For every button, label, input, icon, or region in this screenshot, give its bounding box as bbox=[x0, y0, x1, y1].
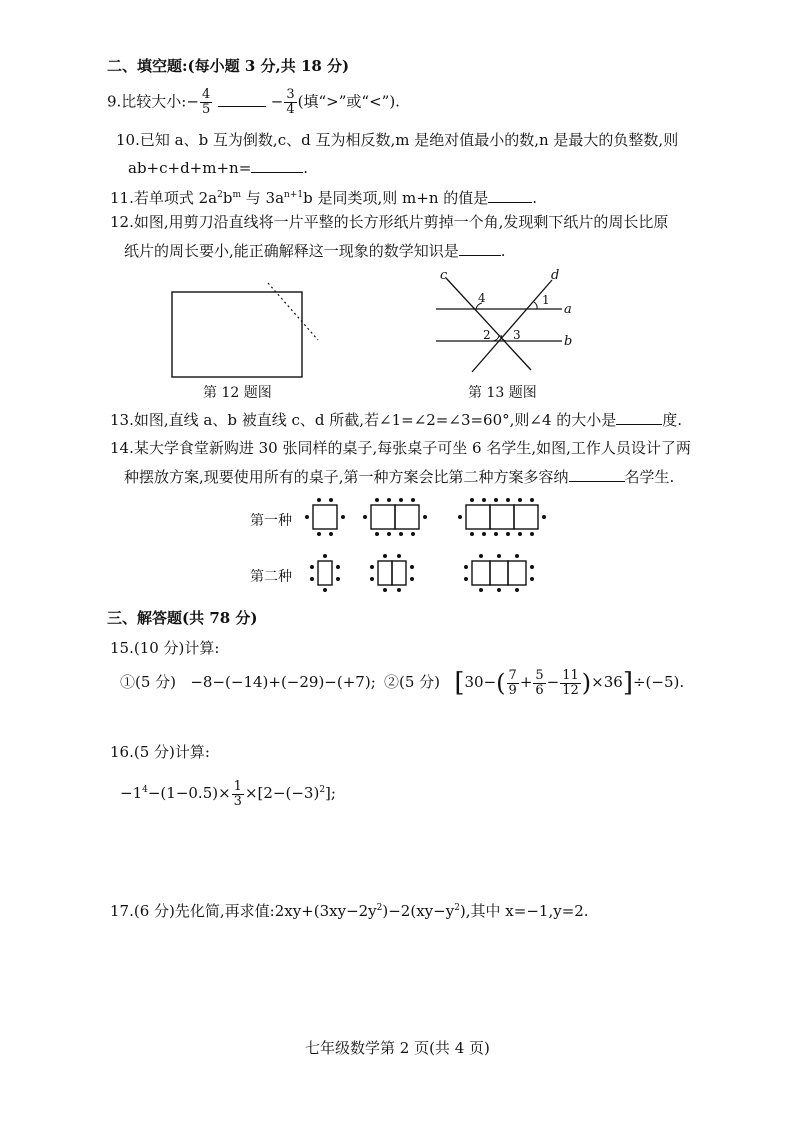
q15-frac1-den: 9 bbox=[508, 682, 517, 698]
scheme1-table-3c bbox=[514, 505, 538, 529]
fig13-label-d: d bbox=[551, 268, 560, 283]
scheme2-table-3c bbox=[508, 561, 526, 585]
q16-frac-num: 1 bbox=[233, 778, 242, 794]
q16-expr bbox=[120, 774, 336, 809]
q11-b-sup: m bbox=[232, 190, 242, 200]
q16-b: −(1−0.5)× bbox=[147, 784, 231, 802]
scheme2-table-1 bbox=[318, 561, 332, 585]
question-17 bbox=[110, 898, 589, 921]
q16-a: −1 bbox=[120, 784, 143, 802]
q14-text: 种摆放方案,现要使用所有的桌子,第一种方案会比第二种方案多容纳 bbox=[124, 468, 569, 486]
q11-b: b bbox=[222, 189, 233, 207]
q12-text: 纸片的周长要小,能正确解释这一现象的数学知识是 bbox=[124, 242, 459, 260]
q11-a-sup: 2 bbox=[217, 190, 223, 200]
q9-suffix: (填“>”或“<”). bbox=[297, 92, 400, 111]
scheme1-table-1 bbox=[313, 505, 337, 529]
scheme2-table-3a bbox=[472, 561, 490, 585]
q15-bracket-close: ] bbox=[622, 668, 633, 698]
fig13-angle-3: 3 bbox=[513, 328, 521, 342]
q9-frac2-den: 4 bbox=[286, 102, 295, 117]
q15-bracket-open: [ bbox=[454, 668, 465, 698]
q12-line1: 12.如图,用剪刀沿直线将一片平整的长方形纸片剪掉一个角,发现剩下纸片的周长比原 bbox=[110, 213, 669, 231]
q15-part2: ②(5 分) [30−( $\frac{7}{9}$ + $\frac{5}{6}$ − $\frac{11}{12}$ )×36]÷(−5). bbox=[384, 667, 685, 698]
fig13-label-b: b bbox=[564, 334, 573, 349]
fig13-angle-4: 4 bbox=[478, 291, 486, 305]
q15-frac2 bbox=[533, 669, 545, 698]
q17-mid: )−2(xy−y bbox=[382, 902, 455, 920]
q15-p2-c: ÷(−5). bbox=[632, 673, 685, 691]
q11-end: . bbox=[532, 189, 538, 207]
q15-p2-label: ②(5 分) bbox=[384, 673, 441, 691]
section-heading-fill-in: 二、填空题:(每小题 3 分,共 18 分) bbox=[107, 57, 350, 75]
q14-line1: 14.某大学食堂新购进 30 张同样的桌子,每张桌子可坐 6 名学生,如图,工作人员设计了两 bbox=[110, 439, 691, 457]
q15-frac1 bbox=[507, 669, 519, 698]
q15-frac1-num: 7 bbox=[508, 667, 517, 683]
q15-paren-open: ( bbox=[496, 669, 506, 697]
q15-frac3-den: 12 bbox=[562, 682, 579, 698]
q10-end: . bbox=[303, 159, 309, 177]
q16-d: ]; bbox=[325, 784, 336, 802]
q10-expr: ab+c+d+m+n= bbox=[128, 159, 252, 177]
q9-neg2: − bbox=[270, 92, 284, 111]
q10-line1: 10.已知 a、b 互为倒数,c、d 互为相反数,m 是绝对值最小的数,n 是最大的负整数,则 bbox=[116, 131, 679, 149]
q11-c-sup: n+1 bbox=[284, 190, 304, 200]
q13-text: 13.如图,直线 a、b 被直线 c、d 所截,若∠1=∠2=∠3=60°,则∠4 的大小是 bbox=[110, 411, 617, 429]
fig13-angle-1: 1 bbox=[542, 293, 550, 307]
scheme1-table-3b bbox=[490, 505, 514, 529]
scheme2-table-2b bbox=[392, 561, 406, 585]
q17-sup2: 2 bbox=[454, 903, 460, 913]
q12-end: . bbox=[500, 242, 506, 260]
q16-frac bbox=[232, 780, 244, 809]
q11-a: 11.若单项式 2a bbox=[110, 189, 218, 207]
q15-part1 bbox=[120, 672, 376, 692]
q15-frac2-num: 5 bbox=[535, 667, 544, 683]
q14-end: 名学生. bbox=[624, 468, 675, 486]
arrangement-label-2: 第二种 bbox=[250, 569, 292, 585]
q15-frac3-num: 11 bbox=[562, 667, 579, 683]
fig12-caption: 第 12 题图 bbox=[203, 385, 272, 401]
q15-p1-label: ①(5 分) bbox=[120, 673, 177, 691]
fig13-label-c: c bbox=[440, 268, 448, 283]
fig13-caption: 第 13 题图 bbox=[468, 385, 537, 401]
q11-c: 与 3a bbox=[241, 189, 285, 207]
q9-neg1: − bbox=[186, 92, 199, 111]
q16-frac-den: 3 bbox=[233, 793, 242, 809]
q15-frac2-den: 6 bbox=[535, 682, 544, 698]
q9-frac1-den: 5 bbox=[201, 102, 211, 117]
q17-text: 17.(6 分)先化简,再求值:2xy+(3xy−2y bbox=[110, 902, 377, 920]
q17-end: ),其中 x=−1,y=2. bbox=[459, 902, 589, 920]
q16-c-sup: 2 bbox=[319, 785, 326, 795]
arrangement-label-1: 第一种 bbox=[250, 513, 292, 529]
q16-c: ×[2−(−3) bbox=[244, 784, 320, 802]
q15-frac3 bbox=[560, 669, 581, 698]
q9-prefix: 9.比较大小: bbox=[107, 92, 187, 111]
q15-paren-close: ) bbox=[581, 669, 592, 697]
page-footer: 七年级数学第 2 页(共 4 页) bbox=[305, 1039, 490, 1057]
q9-frac2-num: 3 bbox=[286, 87, 295, 102]
fig13-label-a: a bbox=[564, 302, 572, 317]
scheme2-table-2a bbox=[378, 561, 392, 585]
q16-a-sup: 4 bbox=[142, 785, 148, 795]
q9-frac1-num: 4 bbox=[201, 87, 211, 102]
q15-p1-expr: −8−(−14)+(−29)−(+7); bbox=[190, 673, 376, 691]
q15-p2-b: ×36 bbox=[591, 673, 623, 691]
q16-title: 16.(5 分)计算: bbox=[110, 743, 210, 761]
q13-end: 度. bbox=[662, 411, 683, 429]
q15-title: 15.(10 分)计算: bbox=[110, 639, 220, 657]
q17-sup1: 2 bbox=[376, 903, 383, 913]
seat-dots bbox=[305, 498, 546, 592]
scheme1-table-3a bbox=[466, 505, 490, 529]
scheme1-table-2a bbox=[371, 505, 395, 529]
scheme2-table-3b bbox=[490, 561, 508, 585]
q15-p2-a: 30− bbox=[464, 673, 497, 691]
fig13-angle-2: 2 bbox=[483, 328, 491, 342]
q11-d: b 是同类项,则 m+n 的值是 bbox=[303, 189, 489, 207]
section-heading-solve: 三、解答题(共 78 分) bbox=[107, 609, 258, 627]
scheme1-table-2b bbox=[395, 505, 419, 529]
